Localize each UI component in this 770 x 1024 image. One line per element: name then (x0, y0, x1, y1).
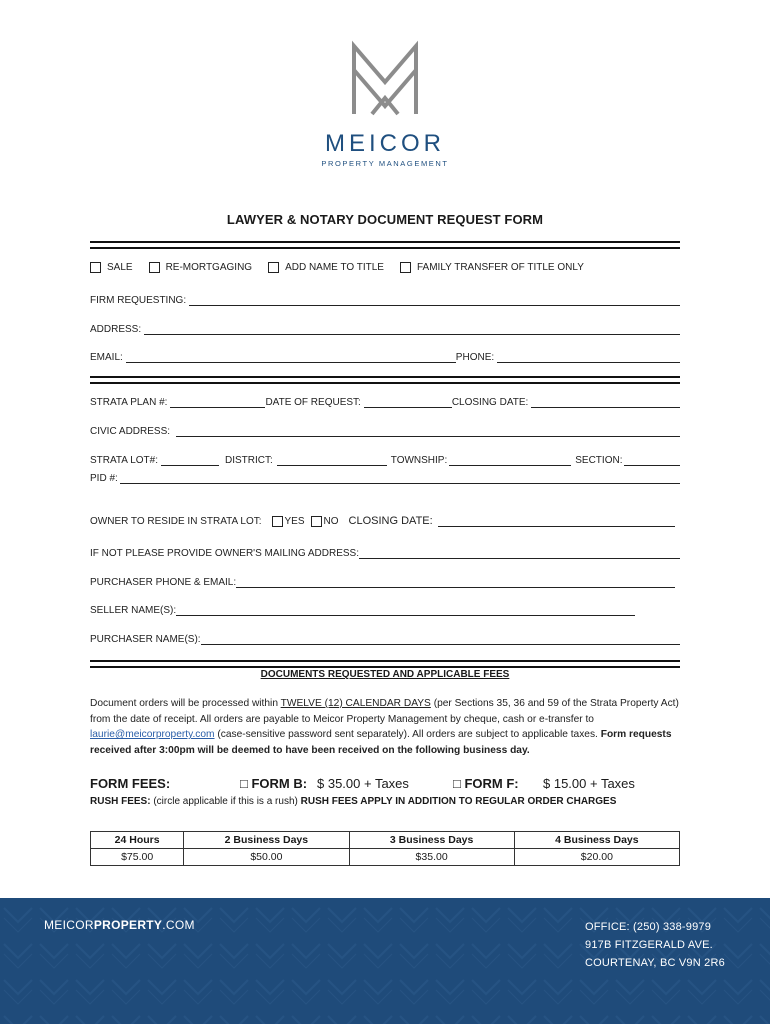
address-row (90, 324, 680, 335)
closing-date-label-2: CLOSING DATE: (348, 515, 433, 527)
table-header: 2 Business Days (184, 832, 349, 849)
strata-plan-label: STRATA PLAN #: (90, 397, 168, 408)
closing-date-field[interactable] (531, 397, 680, 408)
civic-address-row (90, 426, 680, 437)
phone-label: PHONE: (455, 352, 495, 363)
option-add-name[interactable]: ADD NAME TO TITLE (268, 262, 384, 273)
form-f-option[interactable]: □ FORM F: (453, 776, 519, 791)
strata-lot-label: STRATA LOT#: (90, 455, 158, 466)
email-phone-row (90, 352, 680, 363)
form-b-price: $ 35.00 + Taxes (317, 776, 409, 791)
strata-lot-row (90, 455, 680, 466)
option-family-transfer[interactable]: FAMILY TRANSFER OF TITLE ONLY (400, 262, 584, 273)
checkbox[interactable] (268, 262, 279, 273)
owner-reside-row (90, 515, 675, 527)
divider (90, 376, 680, 384)
civic-address-label: CIVIC ADDRESS: (90, 426, 171, 437)
pid-label: PID #: (90, 473, 118, 484)
civic-address-field[interactable] (176, 426, 680, 437)
checkbox[interactable] (400, 262, 411, 273)
option-yes[interactable]: YES (272, 516, 305, 527)
pid-row (90, 473, 680, 484)
seller-names-field[interactable] (176, 605, 635, 616)
seller-names-row (90, 605, 635, 616)
meicor-logo (0, 40, 770, 168)
processing-paragraph: Document orders will be processed within TWELVE (12) CALENDAR DAYS (per Sections 35, 36 and 59 of the Strata Property Act) from the date of receipt. All orders are payable to Meicor Property Management by cheque, cash or e-transfer to laurie@meicorproperty.com (case-sensitive password sent separately). All orders are subject to applicable taxes. Form requests received after 3:00pm will be deemed to have been received on the following business day. (90, 698, 679, 756)
date-of-request-field[interactable] (364, 397, 452, 408)
table-header: 3 Business Days (349, 832, 514, 849)
firm-requesting-label: FIRM REQUESTING: (90, 295, 187, 306)
closing-date-field-2[interactable] (438, 516, 675, 527)
table-header: 24 Hours (91, 832, 184, 849)
footer-banner (0, 898, 770, 1024)
form-fees-label: FORM FEES: (90, 776, 171, 791)
owner-mailing-row (90, 548, 680, 559)
street-address: 917B FITZGERALD AVE. (585, 939, 713, 951)
divider (90, 241, 680, 249)
form-title: LAWYER & NOTARY DOCUMENT REQUEST FORM (226, 212, 544, 227)
strata-plan-row (90, 397, 680, 408)
meicor-m-emblem-icon (350, 40, 420, 116)
date-of-request-label: DATE OF REQUEST: (265, 397, 361, 408)
pid-field[interactable] (120, 473, 680, 484)
purchaser-phone-field[interactable] (236, 577, 675, 588)
purchaser-names-row (90, 634, 680, 645)
phone-field[interactable] (497, 352, 680, 363)
option-no[interactable]: NO (311, 516, 339, 527)
form-fees-row (90, 776, 680, 794)
owner-reside-label: OWNER TO RESIDE IN STRATA LOT: (90, 516, 262, 527)
section-label: SECTION: (575, 455, 623, 466)
city-address: COURTENAY, BC V9N 2R6 (585, 957, 725, 969)
township-field[interactable] (449, 455, 571, 466)
website-link[interactable]: MEICORPROPERTY.COM (44, 918, 195, 932)
option-re-mortgaging[interactable]: RE-MORTGAGING (149, 262, 252, 273)
checkbox[interactable] (311, 516, 322, 527)
table-cell[interactable]: $75.00 (91, 849, 184, 866)
transaction-type-row (90, 262, 680, 273)
purchaser-names-field[interactable] (201, 634, 680, 645)
contact-info (585, 918, 725, 972)
rush-fees-row: RUSH FEES: (circle applicable if this is a rush) RUSH FEES APPLY IN ADDITION TO REGULAR ORDER CHARGES (90, 796, 617, 807)
office-phone: OFFICE: (250) 338-9979 (585, 921, 712, 933)
divider (90, 660, 680, 668)
rush-fee-table (90, 831, 680, 866)
table-row (91, 849, 680, 866)
brand-subtitle: PROPERTY MANAGEMENT (321, 159, 449, 168)
section-field[interactable] (624, 455, 680, 466)
email-label: EMAIL: (90, 352, 123, 363)
checkbox[interactable] (272, 516, 283, 527)
closing-date-label: CLOSING DATE: (451, 397, 529, 408)
table-cell[interactable]: $50.00 (184, 849, 349, 866)
owner-mailing-field[interactable] (359, 548, 680, 559)
email-field[interactable] (126, 352, 456, 363)
district-field[interactable] (277, 455, 387, 466)
district-label: DISTRICT: (224, 455, 273, 466)
purchaser-names-label: PURCHASER NAME(S): (90, 634, 201, 645)
address-label: ADDRESS: (90, 324, 142, 335)
brand-name: MEICOR (325, 130, 445, 157)
form-f-price: $ 15.00 + Taxes (543, 776, 635, 791)
township-label: TOWNSHIP: (390, 455, 448, 466)
form-b-option[interactable]: □ FORM B: (240, 776, 308, 791)
checkbox[interactable] (149, 262, 160, 273)
seller-names-label: SELLER NAME(S): (90, 605, 177, 616)
purchaser-phone-row (90, 577, 675, 588)
checkbox[interactable] (90, 262, 101, 273)
strata-plan-field[interactable] (170, 397, 265, 408)
table-header-row (91, 832, 680, 849)
firm-requesting-field[interactable] (189, 295, 680, 306)
documents-heading: DOCUMENTS REQUESTED AND APPLICABLE FEES (260, 669, 510, 680)
table-cell[interactable]: $20.00 (514, 849, 679, 866)
purchaser-phone-label: PURCHASER PHONE & EMAIL: (90, 577, 237, 588)
option-sale[interactable]: SALE (90, 262, 133, 273)
address-field[interactable] (144, 324, 680, 335)
table-cell[interactable]: $35.00 (349, 849, 514, 866)
table-header: 4 Business Days (514, 832, 679, 849)
strata-lot-field[interactable] (161, 455, 219, 466)
firm-requesting-row (90, 295, 680, 306)
owner-mailing-label: IF NOT PLEASE PROVIDE OWNER'S MAILING ADDRESS: (90, 548, 360, 559)
email-link[interactable]: laurie@meicorproperty.com (90, 729, 215, 741)
